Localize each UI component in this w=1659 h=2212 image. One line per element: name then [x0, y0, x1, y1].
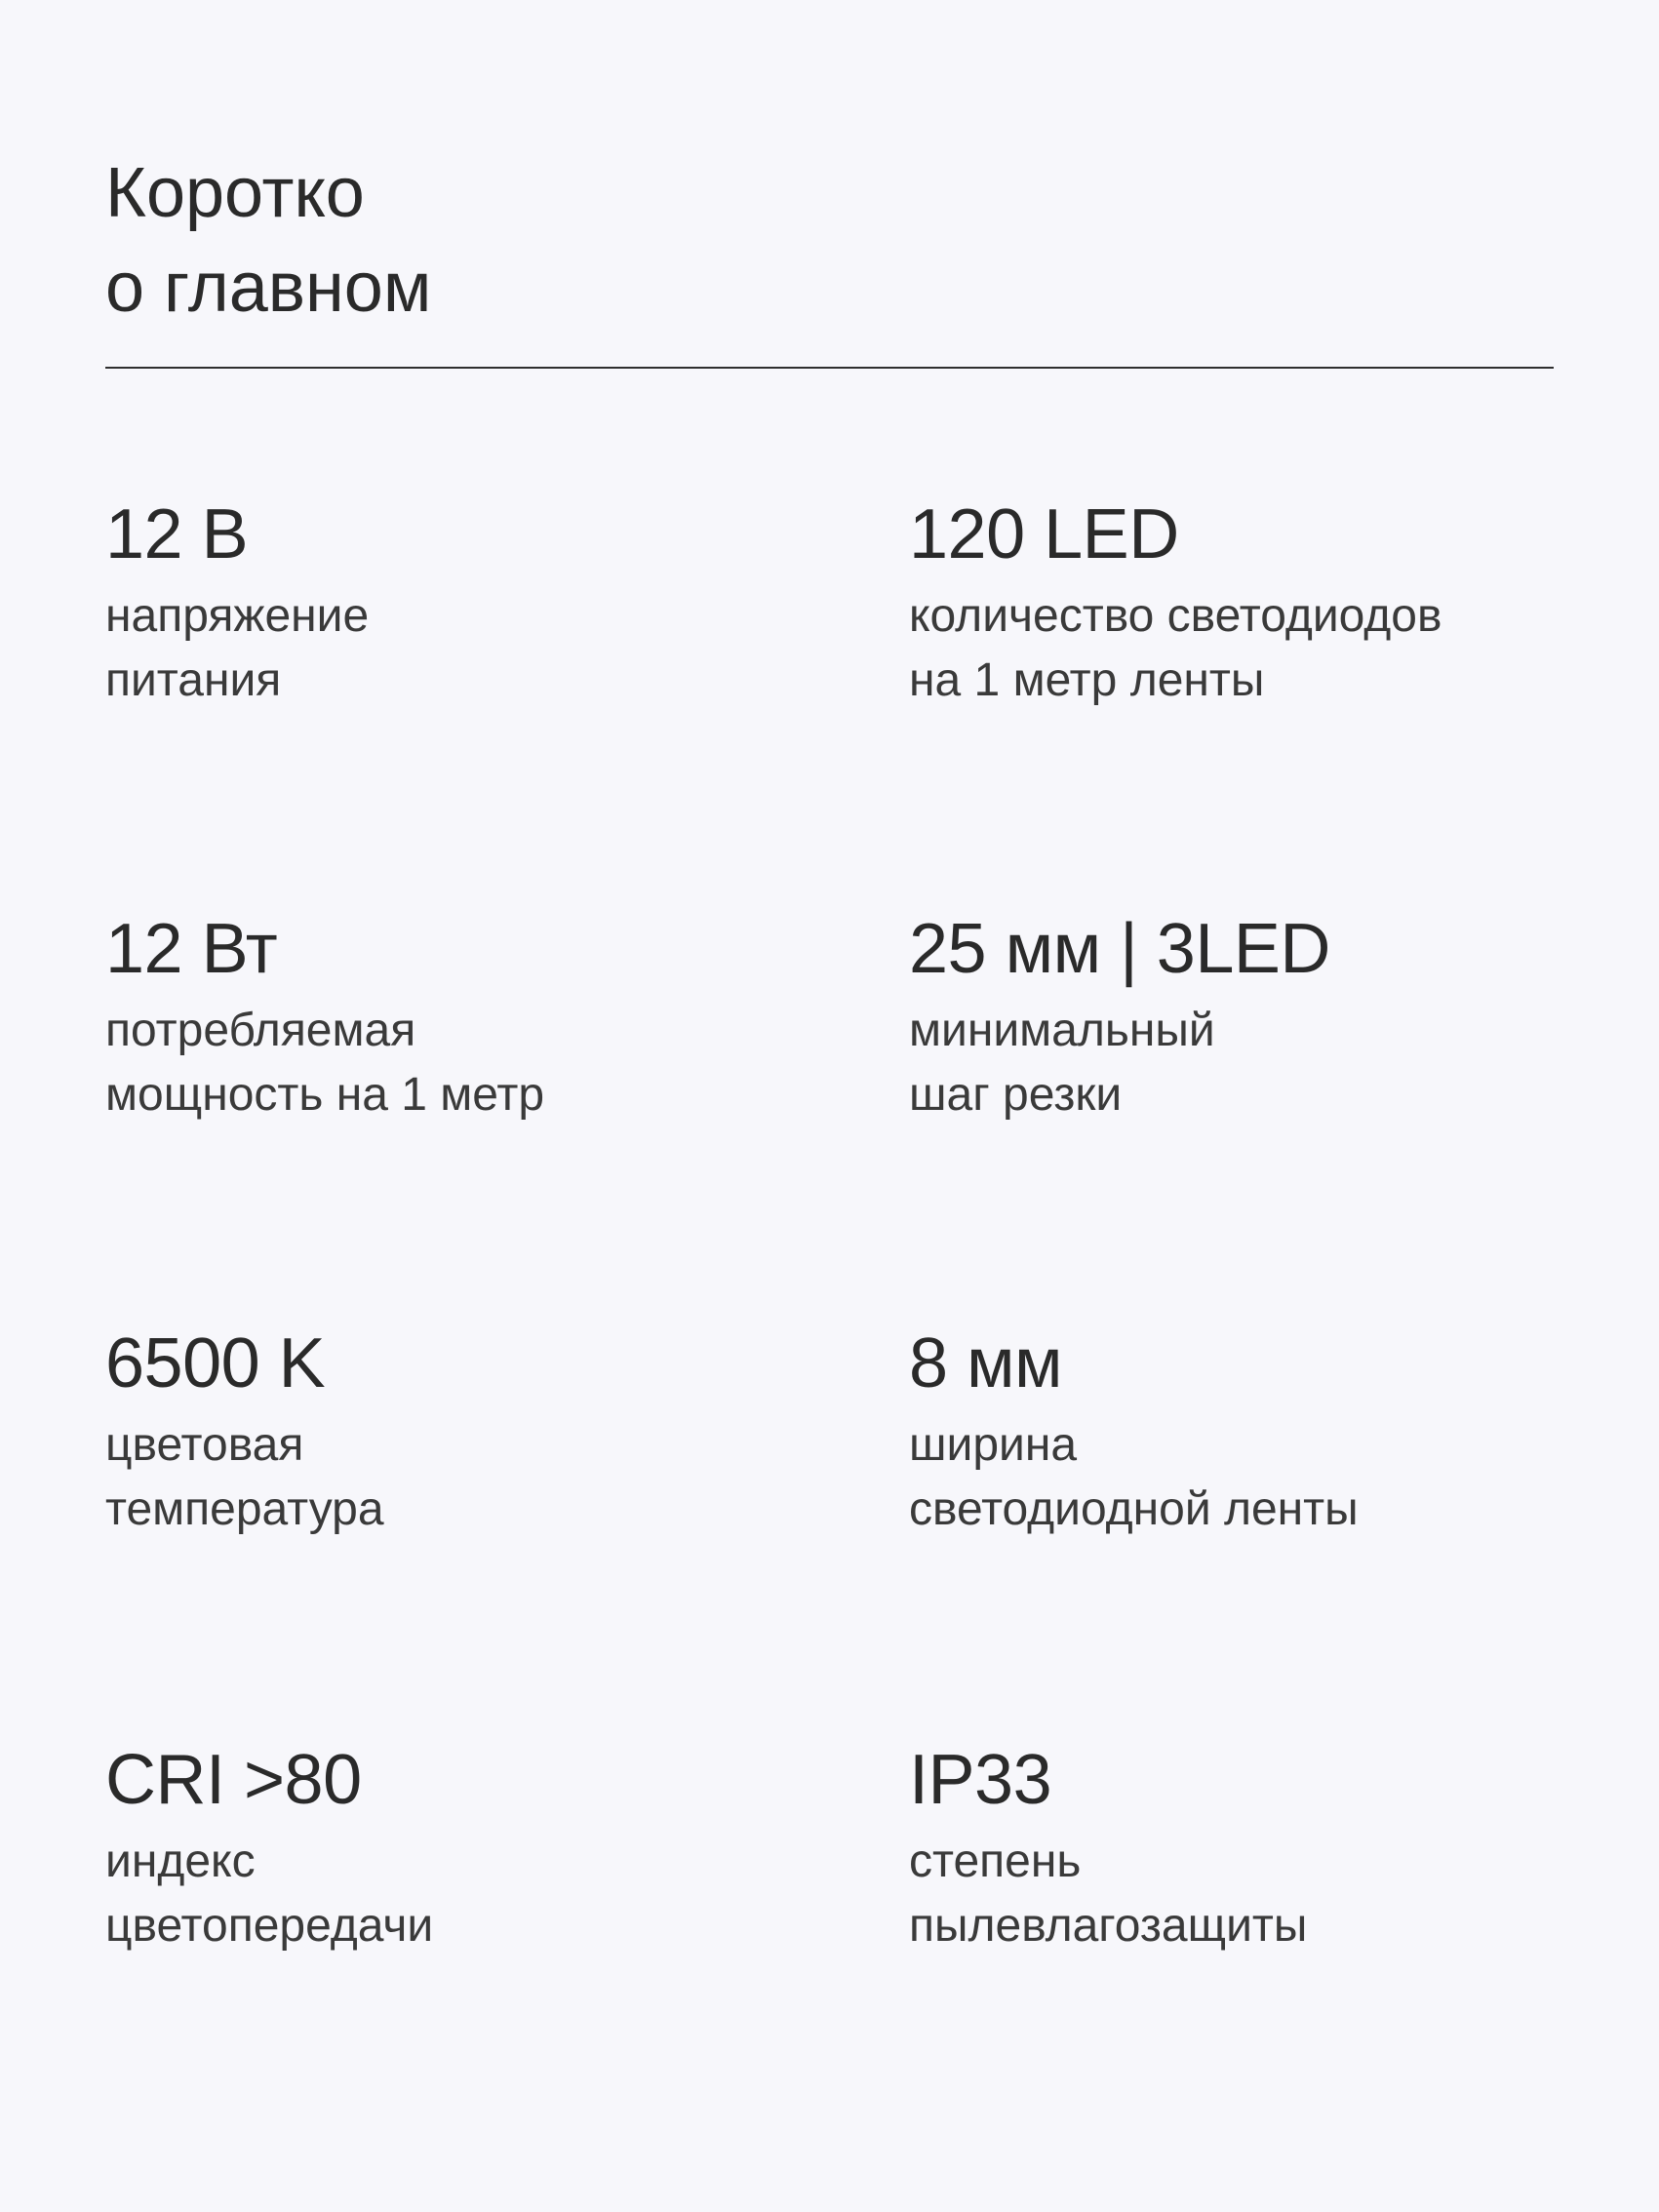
spec-label-line: индекс — [105, 1836, 256, 1887]
spec-value: CRI >80 — [105, 1741, 362, 1819]
spec-led-density — [909, 491, 1592, 713]
spec-strip-width — [909, 1320, 1592, 1542]
spec-label-line: ширина — [909, 1419, 1078, 1471]
spec-cri — [105, 1736, 788, 1958]
spec-label-line: мощность на 1 метр — [105, 1069, 545, 1121]
spec-cut-step — [909, 905, 1592, 1127]
page-title-line-2: о главном — [105, 249, 432, 327]
spec-label — [105, 999, 788, 1127]
spec-label — [909, 1413, 1592, 1542]
spec-power — [105, 905, 788, 1127]
spec-label — [909, 584, 1592, 713]
spec-color-temperature — [105, 1320, 788, 1542]
spec-label-line: пылевлагозащиты — [909, 1900, 1308, 1952]
spec-label-line: минимальный — [909, 1005, 1215, 1056]
title-divider — [105, 367, 1554, 369]
spec-label — [105, 1413, 788, 1542]
spec-value: 6500 K — [105, 1324, 326, 1402]
spec-value: IP33 — [909, 1741, 1052, 1819]
spec-label-line: напряжение — [105, 590, 370, 642]
spec-label-line: на 1 метр ленты — [909, 654, 1265, 706]
page-title-line-1: Коротко — [105, 154, 365, 232]
spec-label — [105, 1830, 788, 1958]
spec-label-line: температура — [105, 1483, 384, 1535]
spec-value: 12 Вт — [105, 910, 278, 988]
spec-label-line: цветовая — [105, 1419, 304, 1471]
spec-label — [909, 999, 1592, 1127]
page-title — [105, 146, 431, 336]
spec-value: 12 В — [105, 495, 249, 573]
spec-label-line: потребляемая — [105, 1005, 416, 1056]
spec-label-line: питания — [105, 654, 282, 706]
spec-value: 120 LED — [909, 495, 1179, 573]
spec-label — [909, 1830, 1592, 1958]
spec-voltage — [105, 491, 788, 713]
spec-label-line: шаг резки — [909, 1069, 1123, 1121]
spec-label-line: степень — [909, 1836, 1082, 1887]
spec-ip-rating — [909, 1736, 1592, 1958]
spec-value: 25 мм | 3LED — [909, 910, 1330, 988]
spec-label — [105, 584, 788, 713]
spec-label-line: количество светодиодов — [909, 590, 1442, 642]
spec-value: 8 мм — [909, 1324, 1063, 1402]
spec-label-line: цветопередачи — [105, 1900, 434, 1952]
spec-label-line: светодиодной ленты — [909, 1483, 1359, 1535]
